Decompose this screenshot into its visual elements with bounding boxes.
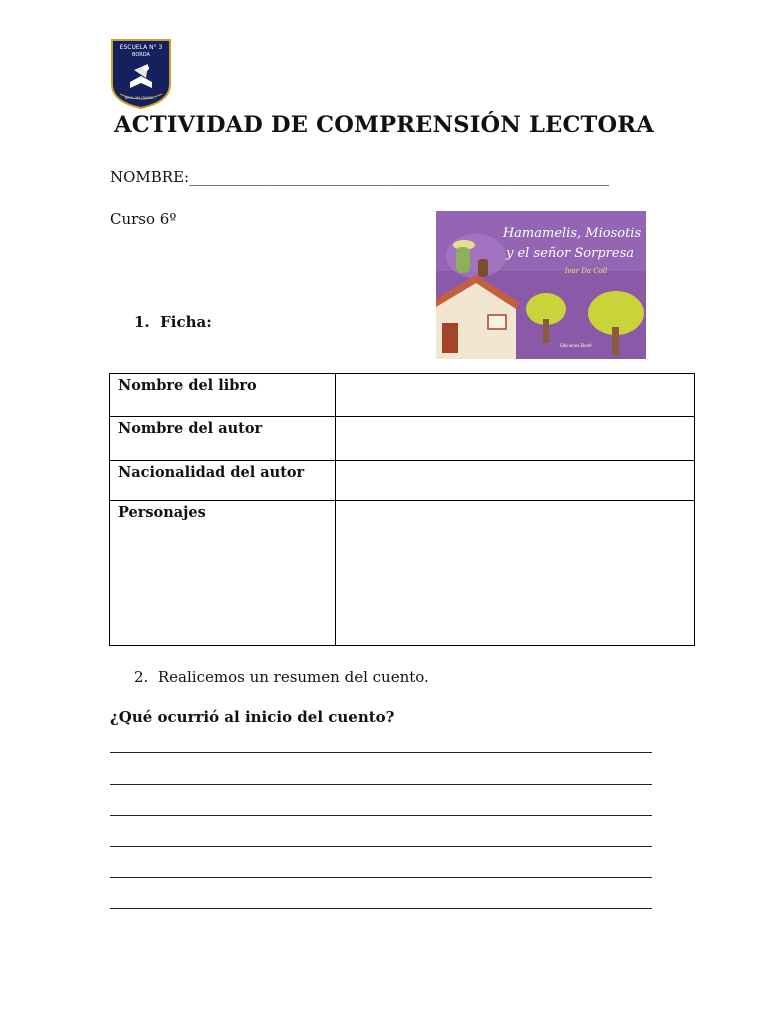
answer-line-5[interactable] bbox=[110, 877, 652, 878]
section-2-heading bbox=[134, 668, 429, 686]
crest-text-line1: ESCUELA N° 3 bbox=[119, 44, 163, 51]
section-2-number: 2. bbox=[134, 668, 149, 686]
answer-line-3[interactable] bbox=[110, 815, 652, 816]
section-1-number: 1. bbox=[134, 313, 150, 331]
nombre-label: NOMBRE: bbox=[110, 168, 190, 186]
ficha-input-personajes[interactable] bbox=[336, 501, 695, 646]
answer-line-2[interactable] bbox=[110, 784, 652, 785]
crest-text-line2: BORDA bbox=[132, 52, 150, 58]
ficha-input-libro[interactable] bbox=[336, 374, 695, 417]
book-cover-image bbox=[436, 211, 646, 359]
cover-publisher: Ediciones Ekaré bbox=[560, 343, 592, 348]
cover-author: Ivar Da Coll bbox=[564, 267, 608, 275]
nombre-blank: ________________________________________________________ bbox=[189, 168, 610, 186]
table-row bbox=[110, 417, 695, 461]
ficha-input-nacionalidad[interactable] bbox=[336, 461, 695, 501]
curso-label: Curso 6º bbox=[110, 210, 177, 228]
answer-line-6[interactable] bbox=[110, 908, 652, 909]
crest-ring-text: BRIG. MILITARES ... bbox=[124, 96, 158, 100]
section-1-label: Ficha: bbox=[160, 313, 212, 331]
ficha-label-nacionalidad: Nacionalidad del autor bbox=[110, 461, 336, 501]
answer-line-4[interactable] bbox=[110, 846, 652, 847]
ficha-input-autor[interactable] bbox=[336, 417, 695, 461]
ficha-label-personajes: Personajes bbox=[110, 501, 336, 646]
answer-line-1[interactable] bbox=[110, 752, 652, 753]
cover-title-line1: Hamamelis, Miosotis bbox=[502, 226, 642, 241]
table-row bbox=[110, 374, 695, 417]
ficha-label-libro: Nombre del libro bbox=[110, 374, 336, 417]
question-heading: ¿Qué ocurrió al inicio del cuento? bbox=[110, 708, 395, 726]
table-row bbox=[110, 501, 695, 646]
page-title: ACTIVIDAD DE COMPRENSIÓN LECTORA bbox=[114, 112, 654, 138]
nombre-field[interactable] bbox=[110, 168, 609, 186]
ficha-table bbox=[109, 373, 695, 646]
cover-title-line2: y el señor Sorpresa bbox=[506, 246, 634, 261]
table-row bbox=[110, 461, 695, 501]
school-crest-logo bbox=[110, 38, 172, 110]
section-1-heading bbox=[134, 313, 212, 331]
section-2-label: Realicemos un resumen del cuento. bbox=[157, 668, 429, 686]
ficha-label-autor: Nombre del autor bbox=[110, 417, 336, 461]
